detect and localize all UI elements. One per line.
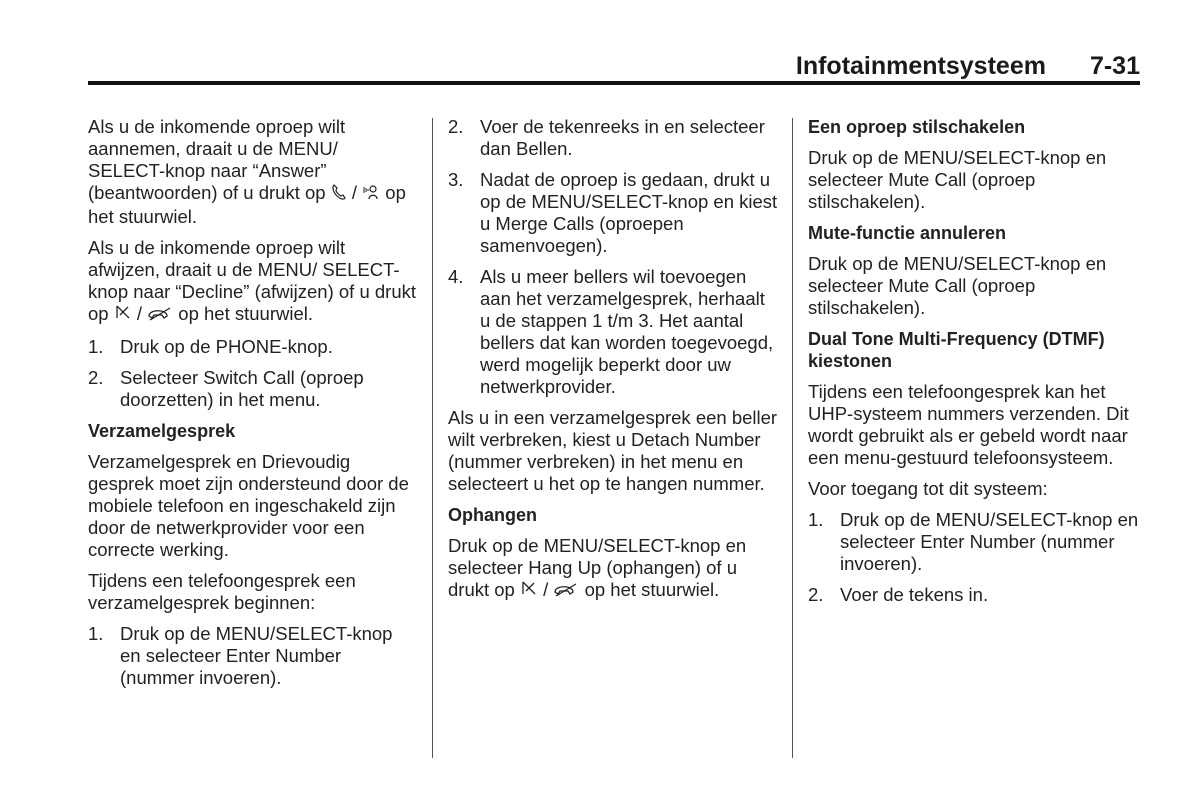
paragraph: Als u in een verzamelgesprek een beller wilt verbreken, kiest u Detach Number (nummer verbreken) in het menu en selecteert u het op te hangen nummer. — [448, 407, 778, 494]
header-rule — [88, 81, 1140, 85]
paragraph-text: op het stuurwiel. — [178, 303, 313, 324]
list-item — [88, 336, 418, 358]
step-number: 2. — [808, 584, 824, 605]
step-number: 1. — [808, 509, 824, 530]
end-call-icon — [553, 581, 579, 603]
section-title: Infotainmentsysteem — [795, 52, 1046, 80]
paragraph: Druk op de MENU/SELECT-knop en selecteer Mute Call (oproep stilschakelen). — [808, 253, 1107, 318]
separator: / — [543, 579, 549, 600]
paragraph — [88, 237, 418, 327]
step-text: Druk op de PHONE-knop. — [120, 336, 333, 357]
paragraph: Voor toegang tot dit systeem: — [808, 478, 1048, 499]
list-item — [448, 169, 780, 257]
list-item — [808, 584, 1140, 606]
list-item — [448, 266, 780, 398]
paragraph: Tijdens een telefoongesprek kan het UHP-systeem nummers verzenden. Dit wordt gebruikt als er gebeld wordt naar een menu-gestuurd telefoonsysteem. — [808, 381, 1129, 468]
column-divider — [432, 118, 433, 758]
step-number: 4. — [448, 266, 464, 287]
step-text: Voer de tekens in. — [840, 584, 989, 605]
paragraph — [448, 535, 780, 603]
paragraph-text: Als u de inkomende oproep wilt afwijzen, draait u de MENU/ SELECT-knop naar “Decline” (afwijzen) of u drukt op — [88, 237, 417, 324]
end-call-icon — [147, 305, 173, 327]
section-heading: Verzamelgesprek — [88, 421, 236, 441]
step-text: Als u meer bellers wil toevoegen aan het verzamelgesprek, herhaalt u de stappen 1 t/m 3. Het aantal bellers dat kan worden toegevoegd, werd mogelijk beperkt door uw netwerkprovider. — [480, 266, 774, 397]
paragraph-text: op het stuurwiel. — [584, 579, 720, 600]
step-number: 2. — [448, 116, 464, 137]
separator: / — [136, 303, 142, 324]
list-item — [88, 367, 418, 411]
step-number: 1. — [88, 623, 104, 644]
voice-recognition-icon — [362, 183, 380, 206]
page-header — [88, 52, 1140, 80]
step-number: 1. — [88, 336, 104, 357]
column-2 — [448, 116, 780, 612]
paragraph-text: Druk op de MENU/SELECT-knop en selecteer Hang Up (ophangen) of u drukt op — [448, 535, 747, 600]
section-heading: Ophangen — [448, 505, 537, 525]
paragraph — [88, 116, 418, 228]
column-3 — [808, 116, 1140, 615]
list-item — [88, 623, 418, 689]
step-text: Nadat de oproep is gedaan, drukt u op de MENU/SELECT-knop en kiest u Merge Calls (oproepen samenvoegen). — [480, 169, 778, 256]
paragraph: Tijdens een telefoongesprek een verzamelgesprek beginnen: — [88, 570, 356, 613]
section-heading: Mute-functie annuleren — [808, 223, 1007, 243]
paragraph: Verzamelgesprek en Drievoudig gesprek moet zijn ondersteund door de mobiele telefoon en ingeschakeld zijn door de netwerkprovider voor een correcte werking. — [88, 451, 409, 560]
step-text: Voer de tekenreeks in en selecteer dan Bellen. — [480, 116, 765, 159]
phone-hangup-icon — [114, 304, 132, 327]
page-number: 7-31 — [1089, 52, 1140, 80]
section-heading: Dual Tone Multi-Frequency (DTMF) kiestonen — [808, 329, 1105, 371]
list-item — [808, 509, 1140, 575]
step-number: 3. — [448, 169, 464, 190]
phone-hangup-icon — [520, 580, 538, 603]
step-text: Selecteer Switch Call (oproep doorzetten) in het menu. — [120, 367, 364, 410]
separator: / — [351, 182, 357, 203]
step-text: Druk op de MENU/SELECT-knop en selecteer Enter Number (nummer invoeren). — [840, 509, 1139, 574]
paragraph-text: Als u de inkomende oproep wilt aannemen, draait u de MENU/ SELECT-knop naar “Answer” (beantwoorden) of u drukt op — [88, 116, 346, 203]
column-divider — [792, 118, 793, 758]
column-1 — [88, 116, 418, 698]
step-text: Druk op de MENU/SELECT-knop en selecteer Enter Number (nummer invoeren). — [120, 623, 393, 688]
list-item — [448, 116, 780, 160]
phone-answer-icon — [331, 183, 347, 206]
paragraph-text: op het stuurwiel. — [88, 182, 406, 227]
paragraph: Druk op de MENU/SELECT-knop en selecteer Mute Call (oproep stilschakelen). — [808, 147, 1107, 212]
section-heading: Een oproep stilschakelen — [808, 117, 1026, 137]
step-number: 2. — [88, 367, 104, 388]
